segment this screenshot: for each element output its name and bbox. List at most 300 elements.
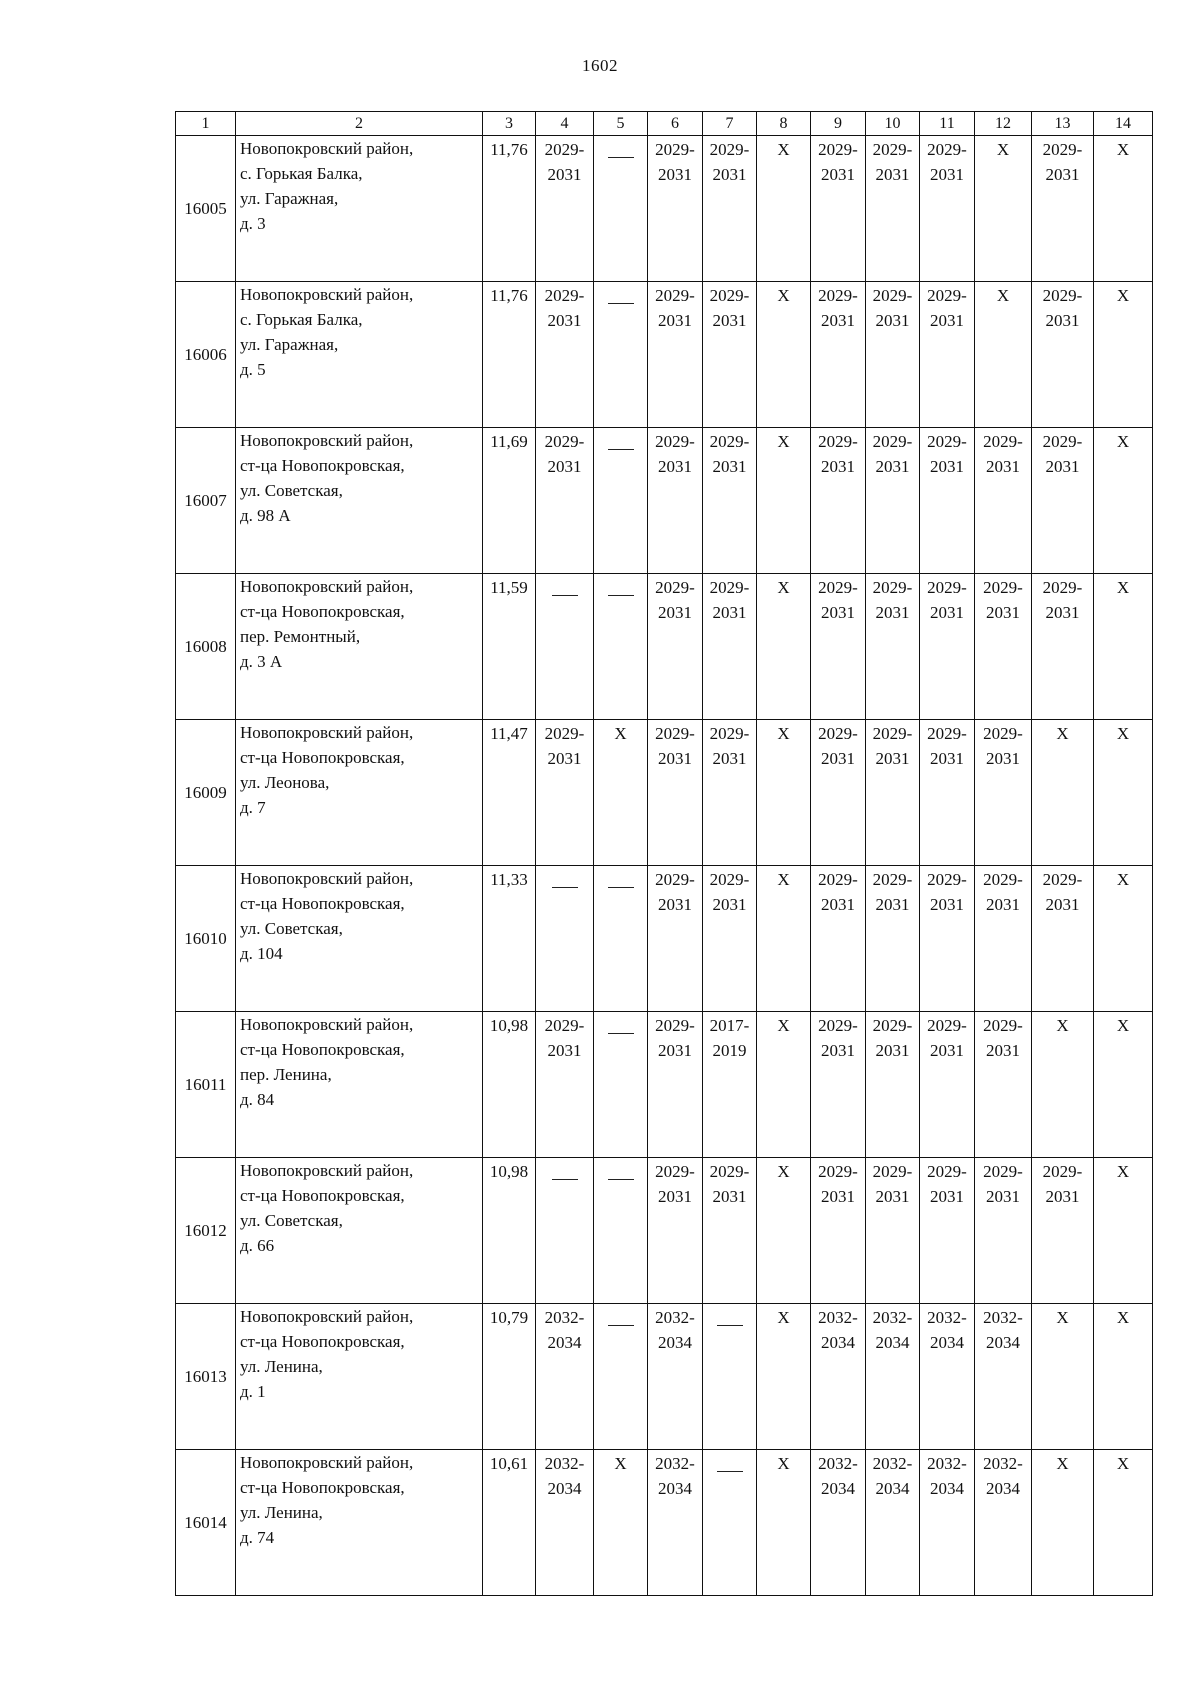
period-start: 2032- bbox=[983, 1308, 1023, 1327]
column-header-2: 2 bbox=[236, 112, 483, 136]
period-cell-col-10 bbox=[866, 720, 920, 866]
period-cell-col-9 bbox=[811, 282, 866, 428]
period-start: 2032- bbox=[544, 1454, 585, 1473]
period-end: 2031 bbox=[658, 165, 692, 184]
period-cell-col-7 bbox=[703, 1450, 757, 1596]
period-start: 2029- bbox=[872, 1016, 913, 1035]
period-start: 2029- bbox=[818, 432, 858, 451]
period-end: 2031 bbox=[875, 895, 910, 914]
dash-mark bbox=[608, 1033, 634, 1034]
column-header-12: 12 bbox=[975, 112, 1032, 136]
table-row bbox=[176, 1158, 1153, 1304]
row-id: 16013 bbox=[176, 1304, 236, 1450]
period-start: 2029- bbox=[818, 1016, 858, 1035]
period-cell-col-11 bbox=[920, 1158, 975, 1304]
period-end: 2031 bbox=[821, 895, 855, 914]
dash-mark bbox=[608, 1179, 634, 1180]
period-end: 2031 bbox=[821, 311, 855, 330]
period-cell-col-4 bbox=[536, 574, 594, 720]
period-start: 2029- bbox=[872, 870, 913, 889]
period-start: 2029- bbox=[709, 432, 750, 451]
period-end: 2019 bbox=[712, 1041, 747, 1060]
address-line: Новопокровский район, bbox=[240, 1453, 414, 1472]
period-start: 2029- bbox=[709, 286, 750, 305]
column-header-8: 8 bbox=[757, 112, 811, 136]
period-end: 2031 bbox=[658, 895, 692, 914]
period-cell-col-5 bbox=[594, 282, 648, 428]
period-cell-col-12 bbox=[975, 866, 1032, 1012]
period-cell-col-7 bbox=[703, 428, 757, 574]
period-cell-col-13 bbox=[1032, 428, 1094, 574]
table-row bbox=[176, 428, 1153, 574]
period-cell-col-12 bbox=[975, 428, 1032, 574]
period-start: 2029- bbox=[872, 286, 913, 305]
address-line: ст-ца Новопокровская, bbox=[240, 894, 405, 913]
period-cell-col-13: X bbox=[1032, 1450, 1094, 1596]
period-start: 2029- bbox=[927, 578, 967, 597]
period-cell-col-12 bbox=[975, 1158, 1032, 1304]
dash-mark bbox=[552, 595, 578, 596]
address-cell bbox=[236, 720, 483, 866]
period-end: 2031 bbox=[658, 749, 692, 768]
row-id: 16009 bbox=[176, 720, 236, 866]
period-cell-col-10 bbox=[866, 282, 920, 428]
period-cell-col-9 bbox=[811, 1450, 866, 1596]
column-header-6: 6 bbox=[648, 112, 703, 136]
period-end: 2031 bbox=[712, 749, 747, 768]
address-line: ст-ца Новопокровская, bbox=[240, 748, 405, 767]
address-cell bbox=[236, 136, 483, 282]
area-cell: 11,33 bbox=[483, 866, 536, 1012]
period-cell-col-14: X bbox=[1094, 282, 1153, 428]
period-cell-col-6 bbox=[648, 720, 703, 866]
period-cell-col-9 bbox=[811, 574, 866, 720]
period-cell-col-14: X bbox=[1094, 1158, 1153, 1304]
address-line: Новопокровский район, bbox=[240, 869, 414, 888]
period-start: 2029- bbox=[655, 286, 695, 305]
address-line: Новопокровский район, bbox=[240, 431, 414, 450]
period-cell-col-7 bbox=[703, 282, 757, 428]
address-line: д. 5 bbox=[240, 360, 266, 379]
period-end: 2031 bbox=[986, 1041, 1020, 1060]
period-start: 2029- bbox=[818, 286, 858, 305]
period-cell-col-7 bbox=[703, 866, 757, 1012]
address-line: д. 3 А bbox=[240, 652, 283, 671]
column-header-7: 7 bbox=[703, 112, 757, 136]
period-cell-col-9 bbox=[811, 1304, 866, 1450]
period-start: 2032- bbox=[927, 1454, 967, 1473]
period-start: 2029- bbox=[983, 1016, 1023, 1035]
period-end: 2031 bbox=[930, 457, 964, 476]
address-line: Новопокровский район, bbox=[240, 1015, 414, 1034]
address-line: ул. Советская, bbox=[240, 1211, 343, 1230]
period-start: 2029- bbox=[1042, 578, 1083, 597]
row-id: 16014 bbox=[176, 1450, 236, 1596]
address-line: д. 98 А bbox=[240, 506, 291, 525]
period-cell-col-14: X bbox=[1094, 1450, 1153, 1596]
table-body bbox=[176, 136, 1153, 1596]
column-header-10: 10 bbox=[866, 112, 920, 136]
period-cell-col-6 bbox=[648, 1158, 703, 1304]
period-cell-col-7 bbox=[703, 720, 757, 866]
period-start: 2029- bbox=[1042, 870, 1083, 889]
period-cell-col-14: X bbox=[1094, 136, 1153, 282]
table-row bbox=[176, 1304, 1153, 1450]
dash-mark bbox=[608, 449, 634, 450]
period-start: 2029- bbox=[544, 724, 585, 743]
address-cell bbox=[236, 1158, 483, 1304]
period-cell-col-10 bbox=[866, 866, 920, 1012]
period-cell-col-8: X bbox=[757, 282, 811, 428]
period-end: 2031 bbox=[658, 311, 692, 330]
period-end: 2031 bbox=[712, 1187, 747, 1206]
period-cell-col-6 bbox=[648, 1450, 703, 1596]
dash-mark bbox=[552, 887, 578, 888]
address-cell bbox=[236, 428, 483, 574]
dash-mark bbox=[608, 595, 634, 596]
period-cell-col-10 bbox=[866, 1450, 920, 1596]
period-start: 2029- bbox=[1042, 432, 1083, 451]
table-row bbox=[176, 1450, 1153, 1596]
period-cell-col-5: X bbox=[594, 720, 648, 866]
period-start: 2029- bbox=[709, 870, 750, 889]
period-start: 2029- bbox=[872, 432, 913, 451]
period-end: 2031 bbox=[1045, 603, 1080, 622]
period-cell-col-11 bbox=[920, 136, 975, 282]
period-cell-col-6 bbox=[648, 428, 703, 574]
address-line: д. 66 bbox=[240, 1236, 275, 1255]
period-cell-col-4 bbox=[536, 1450, 594, 1596]
period-end: 2031 bbox=[875, 457, 910, 476]
period-end: 2031 bbox=[712, 603, 747, 622]
period-cell-col-9 bbox=[811, 428, 866, 574]
period-cell-col-5 bbox=[594, 136, 648, 282]
period-cell-col-8: X bbox=[757, 866, 811, 1012]
period-end: 2031 bbox=[821, 749, 855, 768]
period-cell-col-5 bbox=[594, 1012, 648, 1158]
period-end: 2031 bbox=[930, 749, 964, 768]
period-cell-col-11 bbox=[920, 1450, 975, 1596]
period-start: 2029- bbox=[544, 432, 585, 451]
period-cell-col-5 bbox=[594, 1158, 648, 1304]
period-end: 2031 bbox=[875, 749, 910, 768]
address-line: Новопокровский район, bbox=[240, 139, 414, 158]
period-end: 2031 bbox=[1045, 165, 1080, 184]
period-start: 2029- bbox=[544, 286, 585, 305]
period-cell-col-12 bbox=[975, 574, 1032, 720]
period-end: 2031 bbox=[1045, 311, 1080, 330]
address-line: пер. Ремонтный, bbox=[240, 627, 361, 646]
period-start: 2029- bbox=[927, 1162, 967, 1181]
period-cell-col-10 bbox=[866, 1304, 920, 1450]
column-header-1: 1 bbox=[176, 112, 236, 136]
period-cell-col-5 bbox=[594, 866, 648, 1012]
period-cell-col-9 bbox=[811, 1158, 866, 1304]
period-cell-col-12: X bbox=[975, 136, 1032, 282]
period-end: 2034 bbox=[821, 1333, 855, 1352]
row-id: 16007 bbox=[176, 428, 236, 574]
row-id: 16006 bbox=[176, 282, 236, 428]
period-start: 2029- bbox=[655, 432, 695, 451]
period-cell-col-12 bbox=[975, 1012, 1032, 1158]
address-line: ул. Советская, bbox=[240, 481, 343, 500]
period-cell-col-11 bbox=[920, 574, 975, 720]
table-row bbox=[176, 136, 1153, 282]
period-end: 2031 bbox=[986, 749, 1020, 768]
address-line: с. Горькая Балка, bbox=[240, 164, 363, 183]
dash-mark bbox=[608, 1325, 634, 1326]
address-line: ул. Ленина, bbox=[240, 1503, 323, 1522]
period-cell-col-7 bbox=[703, 1158, 757, 1304]
period-start: 2029- bbox=[544, 1016, 585, 1035]
period-end: 2034 bbox=[658, 1479, 692, 1498]
period-end: 2031 bbox=[875, 1187, 910, 1206]
register-table bbox=[175, 111, 1153, 1596]
period-cell-col-13 bbox=[1032, 1158, 1094, 1304]
period-end: 2034 bbox=[986, 1479, 1020, 1498]
dash-mark bbox=[608, 157, 634, 158]
period-start: 2029- bbox=[927, 140, 967, 159]
address-line: д. 104 bbox=[240, 944, 283, 963]
period-start: 2029- bbox=[655, 578, 695, 597]
period-end: 2031 bbox=[821, 1041, 855, 1060]
period-cell-col-11 bbox=[920, 1304, 975, 1450]
period-end: 2034 bbox=[547, 1479, 582, 1498]
area-cell: 11,59 bbox=[483, 574, 536, 720]
period-start: 2032- bbox=[818, 1308, 858, 1327]
period-cell-col-4 bbox=[536, 866, 594, 1012]
address-line: пер. Ленина, bbox=[240, 1065, 332, 1084]
dash-mark bbox=[608, 887, 634, 888]
period-cell-col-8: X bbox=[757, 1158, 811, 1304]
period-end: 2031 bbox=[930, 603, 964, 622]
dash-mark bbox=[552, 1179, 578, 1180]
period-start: 2029- bbox=[983, 1162, 1023, 1181]
period-start: 2029- bbox=[818, 140, 858, 159]
period-start: 2029- bbox=[818, 870, 858, 889]
period-end: 2031 bbox=[930, 165, 964, 184]
address-cell bbox=[236, 1450, 483, 1596]
period-end: 2031 bbox=[712, 165, 747, 184]
period-cell-col-8: X bbox=[757, 1450, 811, 1596]
period-cell-col-4 bbox=[536, 282, 594, 428]
period-start: 2029- bbox=[709, 1162, 750, 1181]
period-cell-col-12: X bbox=[975, 282, 1032, 428]
period-start: 2029- bbox=[655, 1016, 695, 1035]
period-start: 2029- bbox=[983, 432, 1023, 451]
period-cell-col-4 bbox=[536, 428, 594, 574]
period-start: 2032- bbox=[983, 1454, 1023, 1473]
period-cell-col-12 bbox=[975, 720, 1032, 866]
period-cell-col-13: X bbox=[1032, 1304, 1094, 1450]
area-cell: 10,61 bbox=[483, 1450, 536, 1596]
address-cell bbox=[236, 1012, 483, 1158]
address-line: ул. Гаражная, bbox=[240, 189, 339, 208]
period-cell-col-10 bbox=[866, 1158, 920, 1304]
column-header-3: 3 bbox=[483, 112, 536, 136]
period-cell-col-14: X bbox=[1094, 1012, 1153, 1158]
period-start: 2029- bbox=[818, 1162, 858, 1181]
period-end: 2031 bbox=[658, 1041, 692, 1060]
period-cell-col-4 bbox=[536, 1304, 594, 1450]
period-start: 2017- bbox=[709, 1016, 750, 1035]
page-number: 1602 bbox=[582, 56, 618, 75]
period-cell-col-9 bbox=[811, 720, 866, 866]
column-number-row bbox=[176, 112, 1153, 136]
period-cell-col-8: X bbox=[757, 1012, 811, 1158]
period-end: 2031 bbox=[1045, 1187, 1080, 1206]
period-end: 2034 bbox=[986, 1333, 1020, 1352]
table-row bbox=[176, 720, 1153, 866]
period-end: 2031 bbox=[547, 749, 582, 768]
period-start: 2029- bbox=[983, 870, 1023, 889]
address-cell bbox=[236, 574, 483, 720]
address-line: ст-ца Новопокровская, bbox=[240, 456, 405, 475]
period-end: 2031 bbox=[875, 311, 910, 330]
address-line: ул. Советская, bbox=[240, 919, 343, 938]
address-line: ст-ца Новопокровская, bbox=[240, 1186, 405, 1205]
address-line: Новопокровский район, bbox=[240, 723, 414, 742]
period-cell-col-6 bbox=[648, 1304, 703, 1450]
period-start: 2032- bbox=[872, 1454, 913, 1473]
period-start: 2029- bbox=[655, 140, 695, 159]
period-cell-col-5 bbox=[594, 574, 648, 720]
column-header-11: 11 bbox=[920, 112, 975, 136]
address-line: ст-ца Новопокровская, bbox=[240, 1478, 405, 1497]
period-start: 2029- bbox=[983, 724, 1023, 743]
period-cell-col-10 bbox=[866, 574, 920, 720]
address-line: ул. Леонова, bbox=[240, 773, 330, 792]
period-cell-col-13 bbox=[1032, 282, 1094, 428]
period-start: 2029- bbox=[872, 724, 913, 743]
period-end: 2034 bbox=[821, 1479, 855, 1498]
period-end: 2031 bbox=[712, 311, 747, 330]
address-line: Новопокровский район, bbox=[240, 577, 414, 596]
address-line: Новопокровский район, bbox=[240, 1161, 414, 1180]
period-cell-col-10 bbox=[866, 1012, 920, 1158]
period-end: 2031 bbox=[875, 165, 910, 184]
period-cell-col-11 bbox=[920, 428, 975, 574]
period-end: 2031 bbox=[821, 1187, 855, 1206]
area-cell: 11,76 bbox=[483, 136, 536, 282]
period-cell-col-13 bbox=[1032, 866, 1094, 1012]
period-cell-col-6 bbox=[648, 136, 703, 282]
period-start: 2029- bbox=[927, 1016, 967, 1035]
period-cell-col-14: X bbox=[1094, 866, 1153, 1012]
area-cell: 11,76 bbox=[483, 282, 536, 428]
address-line: д. 1 bbox=[240, 1382, 266, 1401]
period-cell-col-6 bbox=[648, 1012, 703, 1158]
table-header bbox=[176, 112, 1153, 136]
period-start: 2029- bbox=[1042, 1162, 1083, 1181]
address-line: Новопокровский район, bbox=[240, 1307, 414, 1326]
period-start: 2029- bbox=[1042, 140, 1083, 159]
area-cell: 10,98 bbox=[483, 1012, 536, 1158]
period-cell-col-11 bbox=[920, 1012, 975, 1158]
period-cell-col-13 bbox=[1032, 574, 1094, 720]
period-end: 2031 bbox=[547, 165, 582, 184]
period-end: 2031 bbox=[875, 603, 910, 622]
period-cell-col-8: X bbox=[757, 136, 811, 282]
address-line: ст-ца Новопокровская, bbox=[240, 1332, 405, 1351]
period-cell-col-14: X bbox=[1094, 720, 1153, 866]
address-cell bbox=[236, 866, 483, 1012]
period-cell-col-7 bbox=[703, 574, 757, 720]
period-cell-col-5 bbox=[594, 428, 648, 574]
address-line: Новопокровский район, bbox=[240, 285, 414, 304]
period-end: 2031 bbox=[986, 895, 1020, 914]
period-cell-col-7 bbox=[703, 1012, 757, 1158]
period-end: 2031 bbox=[658, 1187, 692, 1206]
period-cell-col-11 bbox=[920, 866, 975, 1012]
dash-mark bbox=[717, 1325, 743, 1326]
period-cell-col-4 bbox=[536, 1158, 594, 1304]
period-end: 2031 bbox=[821, 165, 855, 184]
period-cell-col-10 bbox=[866, 136, 920, 282]
period-end: 2031 bbox=[547, 311, 582, 330]
address-line: д. 7 bbox=[240, 798, 266, 817]
period-cell-col-10 bbox=[866, 428, 920, 574]
period-end: 2031 bbox=[547, 457, 582, 476]
period-start: 2032- bbox=[655, 1308, 695, 1327]
column-header-13: 13 bbox=[1032, 112, 1094, 136]
period-start: 2029- bbox=[927, 870, 967, 889]
period-cell-col-4 bbox=[536, 720, 594, 866]
period-end: 2034 bbox=[930, 1479, 964, 1498]
table-row bbox=[176, 574, 1153, 720]
period-end: 2031 bbox=[930, 895, 964, 914]
period-end: 2031 bbox=[821, 457, 855, 476]
period-cell-col-8: X bbox=[757, 1304, 811, 1450]
period-end: 2034 bbox=[875, 1333, 910, 1352]
period-start: 2032- bbox=[655, 1454, 695, 1473]
column-header-4: 4 bbox=[536, 112, 594, 136]
period-start: 2029- bbox=[927, 286, 967, 305]
period-end: 2031 bbox=[1045, 457, 1080, 476]
address-line: д. 74 bbox=[240, 1528, 275, 1547]
address-cell bbox=[236, 282, 483, 428]
period-start: 2029- bbox=[927, 724, 967, 743]
period-cell-col-9 bbox=[811, 1012, 866, 1158]
period-cell-col-6 bbox=[648, 866, 703, 1012]
address-line: ст-ца Новопокровская, bbox=[240, 602, 405, 621]
period-cell-col-4 bbox=[536, 136, 594, 282]
period-cell-col-9 bbox=[811, 866, 866, 1012]
period-start: 2029- bbox=[655, 870, 695, 889]
area-cell: 11,69 bbox=[483, 428, 536, 574]
area-cell: 11,47 bbox=[483, 720, 536, 866]
period-end: 2031 bbox=[821, 603, 855, 622]
period-start: 2029- bbox=[709, 724, 750, 743]
address-line: д. 84 bbox=[240, 1090, 275, 1109]
period-end: 2031 bbox=[930, 1187, 964, 1206]
period-cell-col-8: X bbox=[757, 428, 811, 574]
period-end: 2034 bbox=[658, 1333, 692, 1352]
period-start: 2029- bbox=[872, 1162, 913, 1181]
period-start: 2029- bbox=[818, 578, 858, 597]
period-end: 2034 bbox=[875, 1479, 910, 1498]
period-start: 2032- bbox=[872, 1308, 913, 1327]
period-cell-col-6 bbox=[648, 282, 703, 428]
period-start: 2032- bbox=[818, 1454, 858, 1473]
period-cell-col-9 bbox=[811, 136, 866, 282]
period-cell-col-5 bbox=[594, 1304, 648, 1450]
dash-mark bbox=[608, 303, 634, 304]
address-line: д. 3 bbox=[240, 214, 266, 233]
period-end: 2031 bbox=[986, 457, 1020, 476]
column-header-9: 9 bbox=[811, 112, 866, 136]
period-cell-col-8: X bbox=[757, 720, 811, 866]
